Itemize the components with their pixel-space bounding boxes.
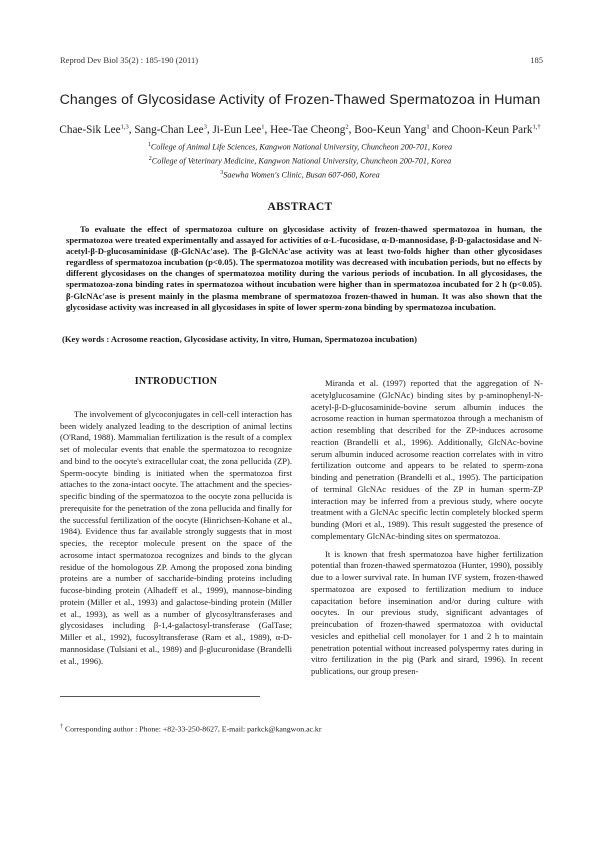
abstract-text: To evaluate the effect of spermatozoa culture on glycosidase activity of frozen-thawed spermatozoa in human, the spermatozoa were treated experimentally and assayed for activities of α-L-fucosidase, α-D-mannosidase, β-D-galactosidase and N-acetyl-β-D-glucosaminidase (β-GlcNAc'ase). The β-GlcNAc'ase activity was at least two-folds higher than other glycosidases regardless of spermatozoa incubation (p<0.05). The spermatozoa motility was decreased with incubation periods, but no effects by different glycosidases on the changes of spermatozoa motility during the various periods of incubation. In all glycosidases, the spermatozoa-zona binding rates in spermatozoa without incubation were higher than in spermatozoa incubated for 2 h (p<0.05). β-GlcNAc'ase is present mainly in the plasma membrane of spermatozoa frozen-thawed in human. It was also shown that the glycosidase activity was increased in all glycosidases in spite of lower sperm-zona binding by spermatozoa incubation. <box>66 224 542 312</box>
running-header <box>60 55 543 65</box>
paragraph: It is known that fresh spermatozoa have higher fertilization potential than frozen-thawed spermatozoa (Hunter, 1990), possibly due to a lower survival rate. In human IVF system, frozen-thawed spermatozoa are exposed to fertilization medium to induce capacitation before insemination and/or during culture with oocytes. In our previous study, significant advantages of preincubation of frozen-thawed spermatozoa with oviductal vesicles and epithelial cell monolayer for 1 and 2 h to maintain penetration potential without increased polyspermy rates during in vitro fertilization in the pig (Park and sirard, 1996). In recent publications, our group presen- <box>311 548 543 676</box>
left-column <box>60 376 292 667</box>
affiliation: $^2$College of Veterinary Medicine, Kangwon National University, Chuncheon 200-701, Korea <box>148 156 452 166</box>
keywords: (Key words : Acrosome reaction, Glycosidase activity, In vitro, Human, Spermatozoa incubation) <box>62 334 417 344</box>
paragraph: Miranda et al. (1997) reported that the aggregation of N-acetylglucosamine (GlcNAc) binding sites by p-aminophenyl-N-acetyl-β-D-glucosaminide-bovine serum albumin induces the acrosome reaction in human spermatozoa through a mechanism of action resembling that described for the ZP-induces acrosome reaction (Brandelli et al., 1996). Additionally, GlcNAc-bovine serum albumin induced acrosome reaction correlates with in vitro fertilization outcome and appears to be related to sperm-zona binding and penetration (Brandelli et al., 1995). The participation of terminal GlcNAc residues of the ZP in human sperm-ZP interaction may be inferred from a previous study, where oocyte treatment with a GlcNAc specific lectin completely blocked sperm bunding (Mori et al., 1989). This result suggested the presence of complementary GlcNAc-binding sites on spermatozoa. <box>311 378 543 541</box>
footnote-marker: † <box>60 724 63 730</box>
section-heading-introduction: INTRODUCTION <box>134 376 218 387</box>
footnote-text: Corresponding author : Phone: +82-33-250-8627, E-mail: parkck@kangwon.ac.kr <box>64 724 322 734</box>
author: Sang-Chan Lee$^3$ <box>134 123 207 136</box>
journal-citation: Reprod Dev Biol 35(2) : 185-190 (2011) <box>60 55 199 65</box>
abstract-heading: ABSTRACT <box>267 201 333 213</box>
author: Ji-Eun Lee$^1$ <box>212 123 265 136</box>
author: Choon-Keun Park$^{1,\dagger}$ <box>451 123 541 136</box>
author: Hee-Tae Cheong$^2$ <box>270 123 349 136</box>
paragraph: The involvement of glycoconjugates in cell-cell interaction has been widely analyzed leading to the description of animal lectins (O'Rand, 1988). Mammalian fertilization is the result of a complex set of molecular events that enable the spermatozoa to recognize and bind to the oocyte's extracellular coat, the zona pellucida (ZP). Sperm-oocyte binding is initiated when the spermatozoa first attaches to the zona-intact oocyte. The attachment and the species-specific binding of the spermatozoa to the oocyte zona pellucida is prerequisite for the penetration of the zona pellucida and finally for the successful fertilization of the oocyte (Hinrichsen-Kohane et al., 1984). Evidence thus far available strongly suggests that in most species, the receptor molecule present on the space of the acrosome intact spermatozoa recognizes and binds to the glycan residue of the homologous ZP. Among the proposed zona binding proteins are a number of saccharide-binding proteins including fucose-binding protein (Alhadeff et al., 1999), mannose-binding protein (Miller et al., 1993) and galactose-binding protein (Miller et al., 1993), as well as a number of glycosyltransferases and glycosidases including β-1,4-galactosyl-transferase (GalTase; Miller et al., 1992), fucosyltransferase (Ram et al., 1989), α-D-mannosidase (Tulsiani et al., 1989) and β-glucuronidase (Brandelli et al., 1996). <box>60 408 292 666</box>
corresponding-author-footnote <box>60 724 321 734</box>
authors-and: and <box>432 123 449 136</box>
paper-title: Changes of Glycosidase Activity of Frozen-Thawed Spermatozoa in Human <box>59 92 541 108</box>
author: Boo-Keun Yang$^1$ <box>354 123 430 136</box>
page-number: 185 <box>530 55 543 65</box>
right-column <box>311 378 543 678</box>
affiliation: $^1$College of Animal Life Sciences, Kangwon National University, Chuncheon 200-701, Korea <box>147 142 453 152</box>
footnote-divider <box>60 696 260 697</box>
affiliation: $^3$Saewha Women's Clinic, Busan 607-060, Korea <box>220 170 380 180</box>
author-list: Chae-Sik Lee$^{1,3}$, Sang-Chan Lee$^3$, Ji-Eun Lee$^1$, Hee-Tae Cheong$^2$, Boo-Keun Yang$^1$ and Choon-Keun Park$^{1,\dagger}$ <box>59 123 541 136</box>
author: Chae-Sik Lee$^{1,3}$ <box>59 123 129 136</box>
